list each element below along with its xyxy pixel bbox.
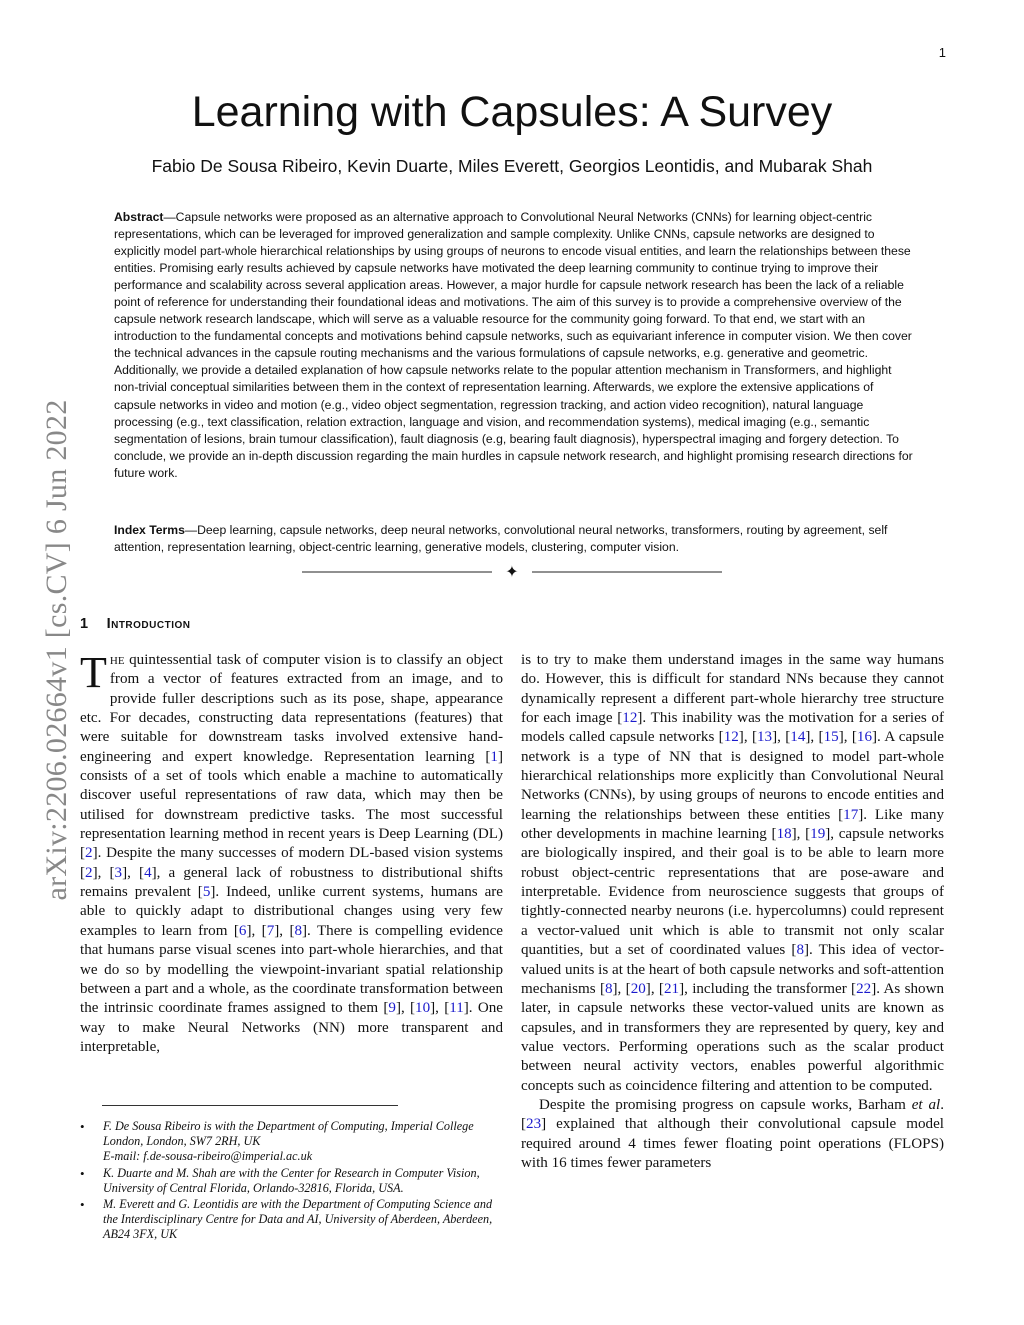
body-text: ]. This inability was the motivation for a series of models called capsule networks [ [521, 710, 944, 746]
body-text: ], [ [395, 1000, 416, 1017]
affiliation-footnotes [80, 1119, 503, 1244]
body-text: ] consists of a set of tools which enable a machine to automatically discover useful representations of raw data, which may then be utilised for downstream predictive tasks. The most successful representation learning method in recent years is Deep Learning (DL) [ [80, 748, 503, 862]
citation-link[interactable]: 10 [415, 1000, 431, 1017]
body-text: ], [ [274, 922, 295, 939]
right-paragraph-1 [521, 651, 944, 1096]
body-text: quintessential task of computer vision is to classify an object from a vector of features extracted from an image, and to provide fuller descriptions such as its pose, shape, appearance etc. For decades, constructing data representations (features) that were suitable for downstream tasks involved extensive hand-engineering and expert knowledge. Representation learning [ [80, 652, 503, 765]
body-text: ], [ [738, 729, 757, 746]
body-text: ], a general lack of robustness to distributional shifts remains prevalent [ [80, 864, 503, 901]
citation-link[interactable]: 21 [663, 980, 680, 997]
citation-link[interactable]: 8 [796, 942, 804, 959]
citation-link[interactable]: 23 [526, 1116, 542, 1133]
right-column [521, 651, 944, 1173]
citation-link[interactable]: 16 [856, 729, 872, 746]
body-text: ] explained that although their convolutional capsule model required around 4 times fewer floating point operations (FLOPS) with 16 times fewer parameters [521, 1116, 944, 1171]
body-text: ]. Despite the many successes of modern DL-based vision systems [ [80, 845, 503, 881]
footnote-text: • F. De Sousa Ribeiro is with the Department of Computing, Imperial College London, London, SW7 2RH, UK [103, 1119, 474, 1149]
abstract-label: Abstract [114, 210, 164, 224]
citation-link[interactable]: 2 [85, 845, 93, 862]
citation-link[interactable]: 20 [630, 980, 646, 997]
citation-link[interactable]: 1 [490, 748, 498, 765]
section-heading [80, 616, 191, 632]
body-text: . [ [521, 1096, 944, 1133]
paper-title: Learning with Capsules: A Survey [191, 88, 833, 136]
footnote-text: • M. Everett and G. Leontidis are with the Department of Computing Science and the Interdisciplinary Centre for Data and AI, University of Aberdeen, Aberdeen, AB24 3FX, UK [103, 1197, 493, 1242]
page-number: 1 [938, 45, 946, 60]
body-text: ], including the transformer [ [679, 980, 857, 997]
lead-in: he [109, 652, 125, 668]
body-text: ], [ [246, 922, 267, 939]
body-text: ], [ [838, 729, 857, 746]
body-text: ]. As shown later, in capsule networks these vector-valued units are known as capsules, and in transformers they are represented by query, key and value vectors. Performing operations such as the scalar product between neural activity vectors, enables powerful algorithmic concepts such as coincidence filtering and attention to be computed. [521, 980, 945, 1094]
abstract [114, 209, 914, 482]
citation-link[interactable]: 12 [622, 710, 638, 727]
divider-ornament-icon: ✦ [505, 564, 519, 580]
body-text: ]. Indeed, unlike current systems, humans are able to quickly adapt to distributional changes using very few examples to learn from [ [80, 884, 504, 939]
citation-link[interactable]: 22 [856, 980, 872, 997]
citation-link[interactable]: 15 [823, 729, 839, 746]
citation-link[interactable]: 2 [85, 864, 93, 881]
body-text: ], [ [92, 864, 115, 881]
arxiv-identifier[interactable]: arXiv:2206.02664v1 [cs.CV] 6 Jun 2022 [40, 399, 73, 901]
citation-link[interactable]: 19 [810, 826, 826, 843]
body-text: ], [ [645, 980, 664, 997]
drop-cap: T [80, 648, 107, 697]
citation-link[interactable]: 11 [449, 1000, 464, 1017]
body-text: ], [ [791, 826, 811, 843]
section-number: 1 [80, 616, 89, 632]
index-terms-label: Index Terms [114, 523, 185, 537]
body-text: Despite the promising progress on capsule works, Barham [539, 1096, 912, 1113]
section-title: Introduction [106, 616, 191, 632]
abstract-text: —Capsule networks were proposed as an alternative approach to Convolutional Neural Networks (CNNs) for learning object-centric representations, which can be leveraged for improved generalization and sample complexity. Unlike CNNs, capsule networks are designed to explicitly model part-whole hierarchical relationships by using groups of neurons to encode visual entities, and learn the relationships between these entities. Promising early results achieved by capsule networks have motivated the deep learning community to continue trying to improve their performance and scalability across several application areas. However, a major hurdle for capsule network research has been the lack of a reliable point of reference for understanding their foundational ideas and motivations. The aim of this survey is to provide a comprehensive overview of the capsule network research landscape, which will serve as a valuable resource for the community going forward. To that end, we start with an introduction to the fundamental concepts and motivations behind capsule networks, such as equivariant inference in computer vision. We then cover the technical advances in the capsule routing mechanisms and the various formulations of capsule networks, e.g. generative and geometric. Additionally, we provide a detailed explanation of how capsule networks relate to the popular attention mechanism in Transformers, and highlight non-trivial conceptual similarities between them in the context of representation learning. Afterwards, we explore the extensive applications of capsule networks in video and motion (e.g., video object segmentation, regression tracking, and action video recognition), natural language processing (e.g., text classification, relation extraction, language and vision, and recommendation systems), medical imaging (e.g., semantic segmentation of lesions, brain tumour classification), fault diagnosis (e.g, bearing fault diagnosis), hyperspectral imaging and forgery detection. To conclude, we provide an in-depth discussion regarding the main hurdles in capsule network research, and highlight promising research directions for future work. [114, 210, 913, 480]
intro-paragraph [80, 648, 504, 1057]
section-divider [302, 564, 722, 580]
body-text: ], [ [772, 729, 791, 746]
citation-link[interactable]: 4 [144, 864, 152, 881]
left-paragraph-body [80, 648, 504, 1055]
body-text: ]. A capsule network is a type of NN that is designed to model part-whole hierarchical relationships more explicitly than Convolutional Neural Networks (CNNs), by using groups of neurons to encode entities and learning the relationships between these entities [ [521, 729, 945, 823]
left-column [80, 648, 504, 1057]
et-al-text: et al [911, 1096, 941, 1113]
author-list: Fabio De Sousa Ribeiro, Kevin Duarte, Miles Everett, Georgios Leontidis, and Mubarak Shah [151, 156, 873, 176]
citation-link[interactable]: 17 [843, 806, 859, 823]
citation-link[interactable]: 13 [757, 729, 773, 746]
footnote-email[interactable]: E-mail: f.de-sousa-ribeiro@imperial.ac.uk [103, 1149, 313, 1164]
citation-link[interactable]: 18 [776, 826, 792, 843]
index-terms [114, 522, 914, 556]
citation-link[interactable]: 6 [238, 922, 247, 939]
citation-link[interactable]: 14 [790, 729, 806, 746]
body-text: ], [ [430, 1000, 450, 1017]
citation-link[interactable]: 8 [294, 922, 303, 939]
body-text: ]. Like many other developments in machine learning [ [521, 806, 944, 843]
footnote-item [80, 1119, 503, 1165]
citation-link[interactable]: 12 [723, 729, 739, 746]
index-terms-text: —Deep learning, capsule networks, deep neural networks, convolutional neural networks, transformers, routing by agreement, self attention, representation learning, object-centric learning, generative models, clustering, computer vision. [114, 523, 888, 555]
body-text: is to try to make them understand images in the same way humans do. However, this is difficult for standard NNs because they cannot dynamically represent a different part-whole hierarchy tree structure for each image [ [521, 652, 944, 727]
footnote-item [80, 1197, 503, 1243]
citation-link[interactable]: 3 [114, 864, 123, 881]
citation-link[interactable]: 8 [604, 980, 613, 997]
right-paragraph-2 [521, 1096, 944, 1173]
citation-link[interactable]: 5 [202, 884, 211, 901]
footnote-rule [102, 1105, 398, 1106]
body-text: ]. This idea of vector-valued units is at the heart of both capsule networks and soft-attention mechanisms [ [521, 942, 944, 997]
body-text: ], [ [612, 980, 631, 997]
body-text: ], [ [122, 864, 145, 881]
citation-link[interactable]: 7 [266, 922, 275, 939]
body-text: ], capsule networks are biologically inspired, and their goal is to be able to learn more robust object-centric representations that are pose-aware and interpretable. Evidence from neuroscience suggests that groups of tightly-connected nearby neurons (i.e. hypercolumns) could represent a vector-valued unit which is able to transmit not only scalar quantities, but a set of coordinated values [ [521, 826, 944, 959]
citation-link[interactable]: 9 [388, 1000, 396, 1017]
footnote-text: • K. Duarte and M. Shah are with the Center for Research in Computer Vision, University of Central Florida, Orlando-32816, Florida, USA. [103, 1165, 480, 1195]
body-text: ], [ [805, 729, 824, 746]
footnote-item [80, 1166, 503, 1196]
body-text: ]. One way to make Neural Networks (NN) more transparent and interpretable, [80, 1000, 503, 1055]
body-text: ]. There is compelling evidence that humans parse visual scenes into part-whole hierarchies, and that we do so by modelling the viewpoint-invariant spatial relationship between a part and a whole, as the coordinate transformation between the intrinsic coordinate frames assigned to them [ [80, 922, 503, 1017]
